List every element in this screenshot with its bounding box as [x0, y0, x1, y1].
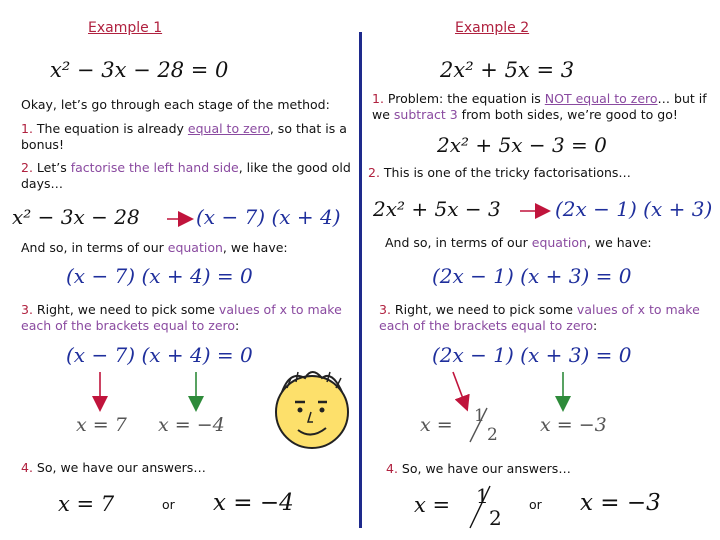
step-4-text-right: 4. So, we have our answers…	[386, 461, 571, 476]
root-1-right-den: 2	[487, 425, 498, 445]
equation-intro-right: And so, in terms of our equation, we have:	[385, 235, 652, 250]
root-1: x = 7	[76, 414, 127, 436]
factor-rhs-right: (2x − 1) (x + 3)	[555, 197, 713, 221]
factored-equation: (x − 7) (x + 4) = 0	[66, 264, 253, 288]
answer-1-right-x: x =	[414, 493, 451, 517]
intro-text: Okay, let’s go through each stage of the method:	[21, 97, 330, 112]
factor-lhs-right: 2x² + 5x − 3	[373, 197, 501, 221]
root-2: x = −4	[158, 414, 225, 436]
step-1-text-right: 1. Problem: the equation is NOT equal to zero… but if we subtract 3 from both sides, we’re good to go!	[372, 91, 707, 122]
step-2-text: 2. Let’s factorise the left hand side, like the good old days…	[21, 160, 351, 191]
or-text-right: or	[529, 497, 542, 512]
example-2-equation: 2x² + 5x = 3	[440, 58, 575, 82]
step-3-text-right: 3. Right, we need to pick some values of x to make each of the brackets equal to zero:	[379, 302, 700, 333]
example-1-equation: x² − 3x − 28 = 0	[50, 58, 229, 82]
root-2-right: x = −3	[540, 414, 607, 436]
step-2-text-right: 2. This is one of the tricky factorisations…	[368, 165, 631, 180]
down-arrow-icon	[453, 372, 465, 404]
factored-equation-right: (2x − 1) (x + 3) = 0	[432, 264, 632, 288]
root-1-right-x: x =	[420, 414, 453, 436]
answer-1-right-den: 2	[489, 506, 502, 530]
answer-1: x = 7	[58, 492, 115, 516]
factor-lhs: x² − 3x − 28	[12, 205, 140, 229]
smiley-face-icon	[276, 372, 348, 448]
fraction-slash-icon	[470, 408, 487, 442]
step-3-text: 3. Right, we need to pick some values of x to make each of the brackets equal to zero:	[21, 302, 342, 333]
root-1-right-num: 1	[474, 406, 485, 426]
fraction-slash-icon	[470, 486, 490, 528]
example-2-heading: Example 2	[455, 20, 530, 36]
step-1-text: 1. The equation is already equal to zero, so that is a bonus!	[21, 121, 347, 152]
factored-equation-2: (x − 7) (x + 4) = 0	[66, 343, 253, 367]
answer-1-right-num: 1	[476, 484, 489, 508]
factored-equation-2-right: (2x − 1) (x + 3) = 0	[432, 343, 632, 367]
example-1-heading: Example 1	[88, 20, 163, 36]
answer-2: x = −4	[213, 490, 294, 516]
answer-2-right: x = −3	[580, 490, 661, 516]
equation-intro: And so, in terms of our equation, we have:	[21, 240, 288, 255]
factor-rhs: (x − 7) (x + 4)	[196, 205, 341, 229]
step-4-text: 4. So, we have our answers…	[21, 460, 206, 475]
example-2-equation-2: 2x² + 5x − 3 = 0	[437, 133, 607, 157]
or-text: or	[162, 497, 175, 512]
